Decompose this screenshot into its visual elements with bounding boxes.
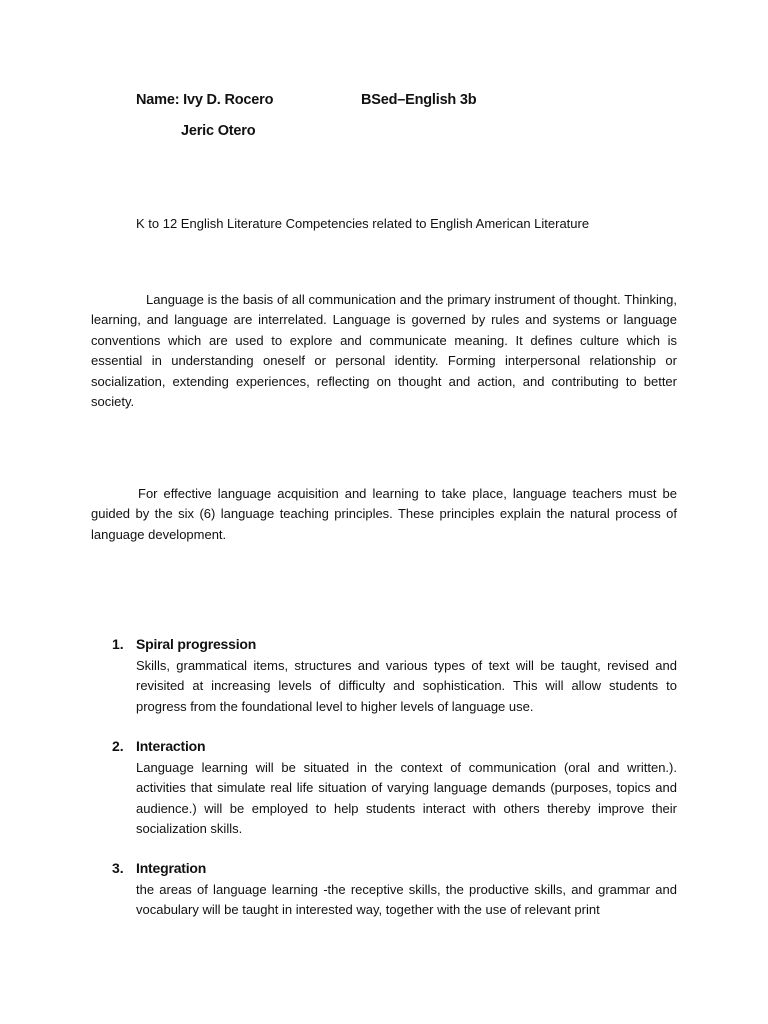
principle-number: 3. [112,860,124,876]
principles-intro-paragraph: For effective language acquisition and learning to take place, language teachers must be guided by the six (6) language teaching principles. These principles explain the natural process of language development. [91,486,677,542]
principle-title: Interaction [136,738,206,754]
principle-number: 1. [112,636,124,652]
principle-description: the areas of language learning -the receptive skills, the productive skills, and grammar and vocabulary will be taught in interested way, together with the use of relevant print [136,882,677,918]
principle-description: Language learning will be situated in the context of communication (oral and written.). activities that simulate real life situation of varying language demands (purposes, topics and audience.) will be employed to help students interact with others thereby improve their socialization skills. [136,760,677,837]
principle-title: Spiral progression [136,636,257,652]
course-label: BSed–English 3b [361,92,477,108]
document-title: K to 12 English Literature Competencies related to English American Literature [136,216,590,231]
author-name-1: Name: Ivy D. Rocero [136,92,274,108]
principle-number: 2. [112,738,124,754]
principle-title: Integration [136,860,207,876]
intro-paragraph: Language is the basis of all communication and the primary instrument of thought. Thinking, learning, and language are interrelated. Language is governed by rules and systems or language conventions which are used to explore and communicate meaning. It defines culture which is essential in understanding oneself or personal identity. Forming interpersonal relationship or socialization, extending experiences, reflecting on thought and action, and contributing to better society. [91,292,677,410]
principle-description: Skills, grammatical items, structures and various types of text will be taught, revised and revisited at increasing levels of difficulty and sophistication. This will allow students to progress from the foundational level to higher levels of language use. [136,658,677,714]
author-name-2: Jeric Otero [181,123,256,139]
